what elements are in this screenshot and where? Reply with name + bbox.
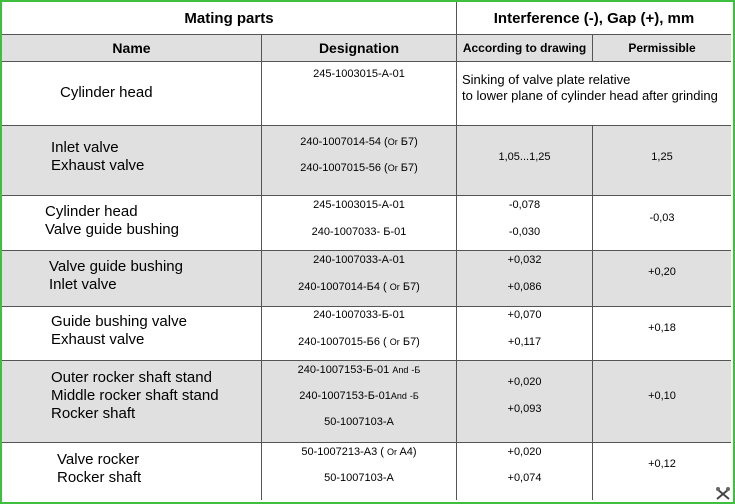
row4-name-2: Inlet valve	[49, 276, 117, 293]
row5-designation-2: 240-1007015-Б6 ( Or Б7)	[298, 336, 420, 348]
header-mating-parts: Mating parts	[184, 9, 274, 27]
row6-name-1: Outer rocker shaft stand	[51, 369, 212, 386]
header-permissible: Permissible	[628, 40, 696, 55]
row7-name-1: Valve rocker	[57, 451, 140, 468]
row6-name-3: Rocker shaft	[51, 405, 136, 422]
row2-name-2: Exhaust valve	[51, 157, 145, 174]
row7-drawing-1: +0,020	[507, 446, 542, 458]
row3-designation-2: 240-1007033- Б-01	[311, 226, 407, 238]
row2-drawing: 1,05...1,25	[498, 151, 551, 163]
row6-designation-3: 50-1007103-A	[324, 416, 394, 428]
row3-drawing-2: -0,030	[508, 226, 541, 238]
header-interference: Interference (-), Gap (+), mm	[493, 9, 695, 27]
row5-permissible: +0,18	[648, 322, 676, 334]
grid-line	[2, 125, 731, 126]
grid-line	[2, 306, 731, 307]
grid-line	[261, 34, 262, 500]
row6-designation-2: 240-1007153-Б-01And -Б	[299, 390, 419, 402]
row4-permissible: +0,20	[648, 266, 676, 278]
row2-permissible: 1,25	[651, 151, 673, 163]
grid-line	[592, 125, 593, 500]
grid-line	[2, 442, 731, 443]
grid-line	[2, 61, 731, 62]
row2-designation-1: 240-1007014-54 (Or Б7)	[300, 136, 418, 148]
row6-drawing-1: +0,020	[507, 376, 542, 388]
row7-permissible: +0,12	[648, 458, 676, 470]
row4-designation-1: 240-1007033-A-01	[313, 254, 405, 266]
row1-note-line1: Sinking of valve plate relative	[462, 72, 631, 87]
row6-permissible: +0,10	[648, 390, 676, 402]
row1-designation: 245-1003015-A-01	[313, 68, 405, 80]
row7-drawing-2: +0,074	[507, 472, 542, 484]
grid-line	[2, 250, 731, 251]
grid-line	[456, 2, 457, 500]
row3-designation-1: 245-1003015-A-01	[313, 199, 405, 211]
row2-name-1: Inlet valve	[51, 139, 119, 156]
grid-line	[2, 195, 731, 196]
row5-drawing-1: +0,070	[507, 309, 542, 321]
row6-designation-1: 240-1007153-Б-01 And -Б	[297, 364, 421, 376]
header-according: According to drawing	[462, 40, 587, 55]
grid-line	[2, 360, 731, 361]
row2-designation-2: 240-1007015-56 (Or Б7)	[300, 162, 418, 174]
tools-icon	[715, 487, 731, 501]
row4-designation-2: 240-1007014-Б4 ( Or Б7)	[298, 281, 420, 293]
row1-name: Cylinder head	[60, 84, 153, 101]
row7-name-2: Rocker shaft	[57, 469, 142, 486]
row5-drawing-2: +0,117	[507, 336, 542, 348]
row6-drawing-2: +0,093	[507, 403, 542, 415]
row5-name-1: Guide bushing valve	[51, 313, 187, 330]
row1-note-line2: to lower plane of cylinder head after grinding	[462, 88, 718, 103]
row3-name-2: Valve guide bushing	[45, 221, 179, 238]
row3-permissible: -0,03	[649, 212, 675, 224]
row4-drawing-1: +0,032	[507, 254, 542, 266]
row7-designation-1: 50-1007213-A3 ( Or A4)	[301, 446, 417, 458]
header-designation: Designation	[318, 39, 400, 56]
row6-name-2: Middle rocker shaft stand	[51, 387, 219, 404]
row7-designation-2: 50-1007103-A	[324, 472, 394, 484]
header-name: Name	[112, 39, 151, 56]
row5-name-2: Exhaust valve	[51, 331, 145, 348]
row3-drawing-1: -0,078	[508, 199, 541, 211]
row3-name-1: Cylinder head	[45, 203, 138, 220]
row4-name-1: Valve guide bushing	[49, 258, 183, 275]
row4-drawing-2: +0,086	[507, 281, 542, 293]
row5-designation-1: 240-1007033-Б-01	[313, 309, 405, 321]
